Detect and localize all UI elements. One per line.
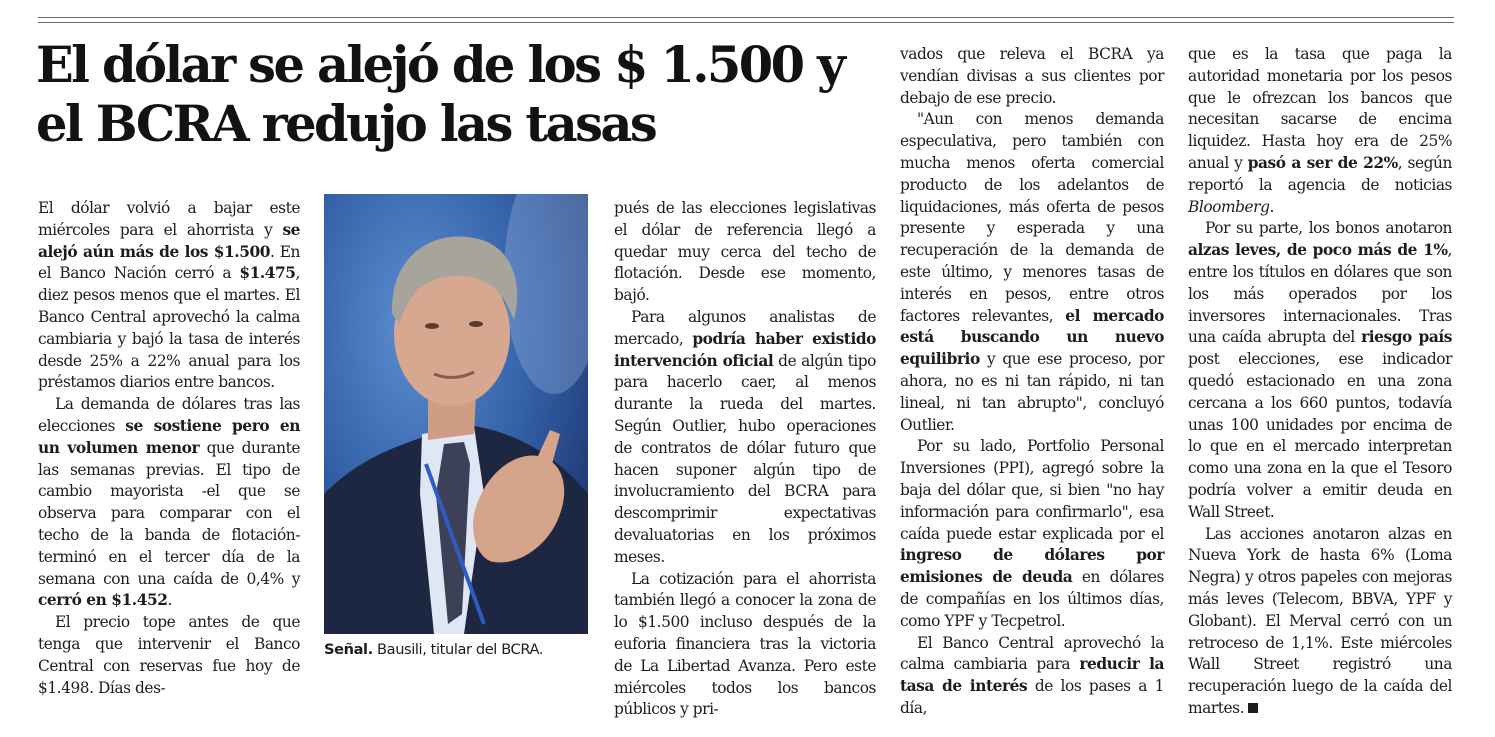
paragraph: "Aun con menos demanda especulativa, pero también con mucha menos oferta comercial producto de los adelantos de liquidaciones, más oferta de pesos presente y esperada y una recuperación de la demanda de este último, y menores tasas de interés en pesos, entre otros factores relevantes, el mercado está buscando un nuevo equilibrio y que ese proceso, por ahora, no es ni tan rápido, ni tan lineal, ni tan abrupto", concluyó Outlier. bbox=[900, 110, 1164, 434]
paragraph: vados que releva el BCRA ya vendían divisas a sus clientes por debajo de ese precio. bbox=[900, 45, 1164, 107]
paragraph: pués de las elecciones legislativas el dólar de referencia llegó a quedar muy cerca del techo de flotación. Desde ese momento, bajó. bbox=[614, 199, 876, 305]
end-of-article-mark bbox=[1248, 703, 1258, 713]
paragraph: La cotización para el ahorrista también llegó a conocer la zona de lo $1.500 incluso después de la euforia financiera tras la victoria de La Libertad Avanza. Pero este miércoles todos los bancos públicos y pri- bbox=[614, 569, 876, 719]
paragraph: El precio tope antes de que tenga que intervenir el Banco Central con reservas fue hoy de $1.498. Días des- bbox=[38, 613, 300, 697]
paragraph: El dólar volvió a bajar este miércoles para el ahorrista y se alejó aún más de los $1.500. En el Banco Nación cerró a $1.475, diez pesos menos que el martes. El Banco Central aprovechó la calma cambiaria y bajó la tasa de interés desde 25% a 22% anual para los préstamos diarios entre bancos. bbox=[38, 199, 300, 392]
paragraph: Por su lado, Portfolio Personal Inversiones (PPI), agregó sobre la baja del dólar que, si bien "no hay información para confirmarlo", esa caída puede estar explicada por el ingreso de dólares por emisiones de deuda en dólares de compañías en los últimos días, como YPF y Tecpetrol. bbox=[900, 437, 1164, 630]
article-column-3 bbox=[900, 44, 1164, 720]
headline: El dólar se alejó de los $ 1.500 y el BCRA redujo las tasas bbox=[36, 36, 844, 153]
paragraph: El Banco Central aprovechó la calma cambiaria para reducir la tasa de interés de los pases a 1 día, bbox=[900, 633, 1164, 717]
portrait-image bbox=[324, 194, 588, 634]
top-rule-1 bbox=[38, 17, 1454, 18]
top-rule-2 bbox=[38, 22, 1454, 23]
paragraph: La demanda de dólares tras las elecciones se sostiene pero en un volumen menor que durante las semanas previas. El tipo de cambio mayorista -el que se observa para comparar con el techo de la banda de flotación- terminó en el tercer día de la semana con una caída de 0,4% y cerró en $1.452. bbox=[38, 395, 300, 610]
paragraph: que es la tasa que paga la autoridad monetaria por los pesos que le ofrezcan los bancos que necesitan sacarse de encima liquidez. Hasta hoy era de 25% anual y pasó a ser de 22%, según reportó la agencia de noticias Bloomberg. bbox=[1188, 45, 1452, 216]
news-photo bbox=[324, 194, 588, 634]
paragraph: Para algunos analistas de mercado, podría haber existido intervención oficial de algún tipo para hacerlo caer, al menos durante la rueda del martes. Según Outlier, hubo operaciones de contratos de dólar futuro que hacen suponer algún tipo de involucramiento del BCRA para descomprimir expectativas devaluatorias en los próximos meses. bbox=[614, 307, 876, 566]
article-column-2 bbox=[614, 198, 876, 721]
article-column-4 bbox=[1188, 44, 1452, 720]
article-column-1 bbox=[38, 198, 300, 699]
paragraph: Por su parte, los bonos anotaron alzas leves, de poco más de 1%, entre los títulos en dólares que son los más operados por los inversores internacionales. Tras una caída abrupta del riesgo país post elecciones, ese indicador quedó estacionado en una zona cercana a los 660 puntos, todavía unas 100 unidades por encima de lo que en el mercado interpretan como una zona en la que el Tesoro podría volver a emitir deuda en Wall Street. bbox=[1188, 219, 1453, 521]
photo-caption: Señal. Bausili, titular del BCRA. bbox=[324, 641, 544, 658]
paragraph: Las acciones anotaron alzas en Nueva York de hasta 6% (Loma Negra) y otros papeles con mejoras más leves (Telecom, BBVA, YPF y Globant). El Merval cerró con un retroceso de 1,1%. Este miércoles Wall Street registró una recuperación luego de la caída del martes. bbox=[1188, 524, 1452, 717]
